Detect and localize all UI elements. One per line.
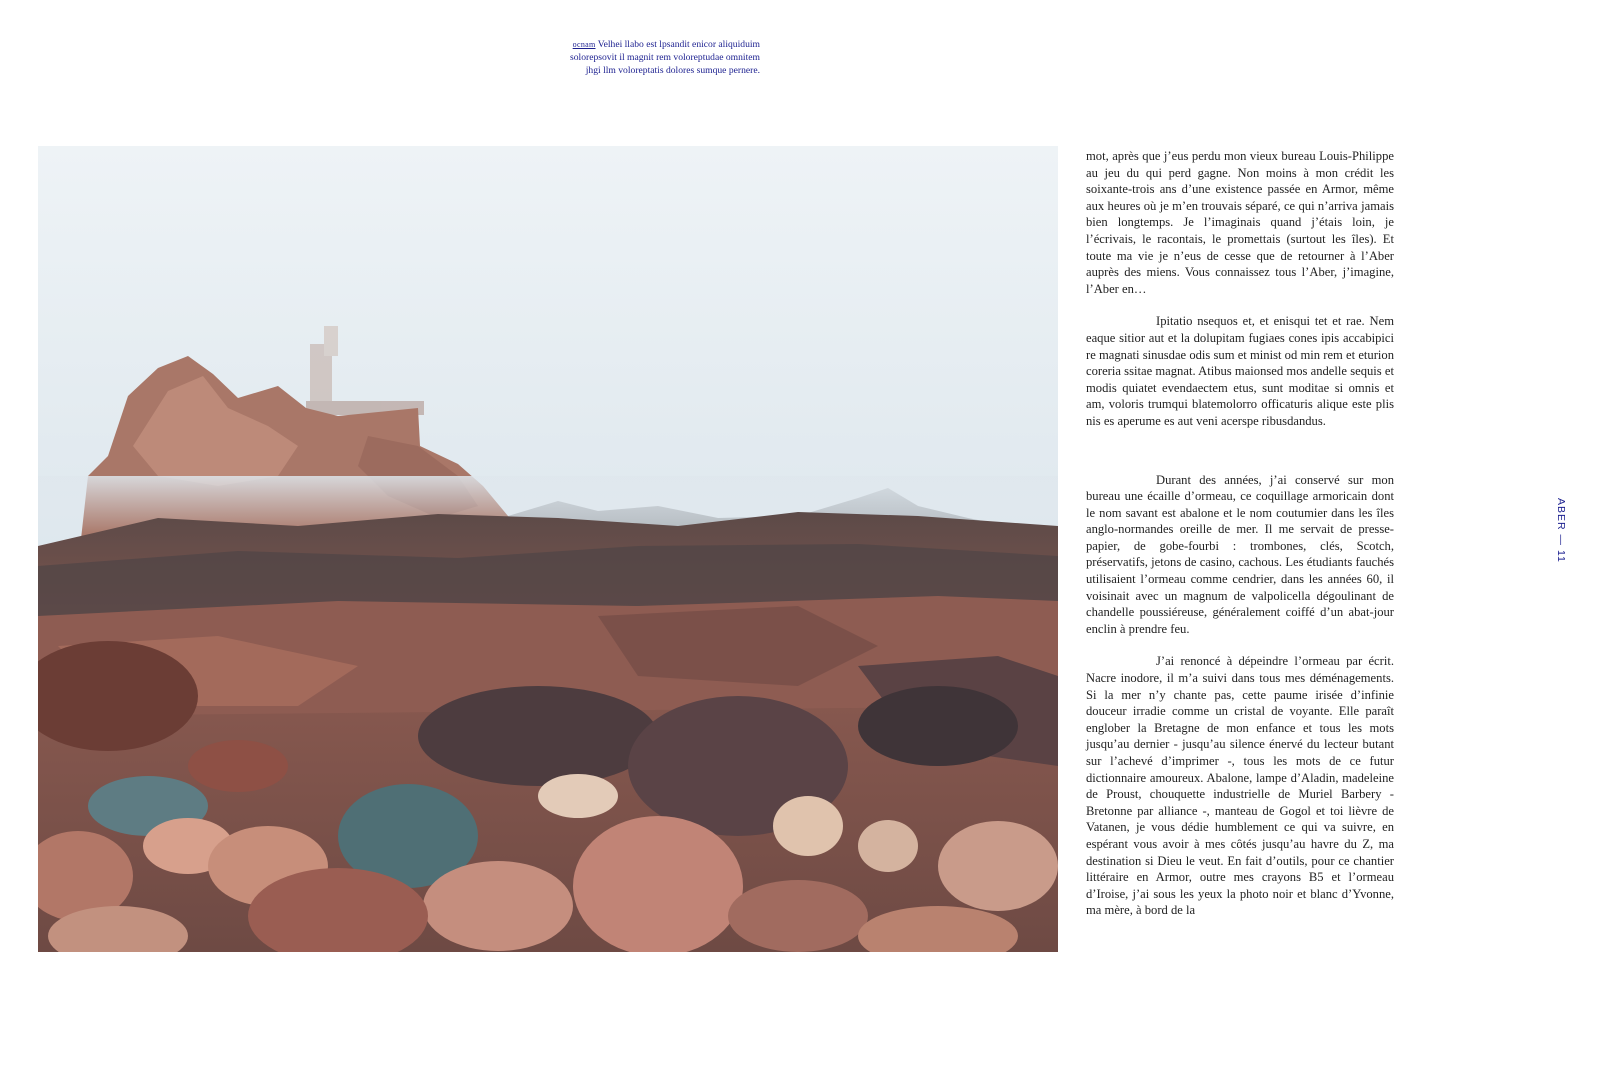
paragraph-3: Durant des années, j’ai conservé sur mon bureau une écaille d’ormeau, ce coquillage armoricain dont le nom savant est abalone et le nom coutumier dans les îles anglo-normandes oreille de mer. Il me servait de presse-papier, de gobe-fourbi : trombones, clés, Scotch, préservatifs, jetons de casino, cachous. Les étudiants fauchés utilisaient l’ormeau comme cendrier, dans les années 60, il voisinait avec un magnum de valpolicella dégoulinant de chandelle poussiéreuse, généralement coiffé d’un abat-jour enclin à prendre feu. xyxy=(1086,472,1394,636)
caption-tag: ocnam xyxy=(572,40,596,49)
photo-caption xyxy=(560,38,760,77)
page-number: 11 xyxy=(1555,549,1567,563)
section-name: ABER xyxy=(1555,498,1567,531)
paragraph-4: J’ai renoncé à dépeindre l’ormeau par écrit. Nacre inodore, il m’a suivi dans tous mes déménagements. Si la mer n’y chante pas, cette paume irisée d’infinie douceur irradie comme un cristal de voyante. Elle paraît englober la Bretagne de mon enfance et tous les mots jusqu’au dernier - jusqu’au silence énervé du lecteur butant sur l’achevé d’imprimer -, tous les mots de ce futur dictionnaire amoureux. Abalone, lampe d’Aladin, madeleine de Proust, chouquette industrielle de Muriel Barbery - Bretonne par alliance -, manteau de Gogol et toi lièvre de Vatanen, je vous dédie humblement ce qui va suivre, en espérant vous avoir à mes côtés jusqu’au havre du Z, ma destination si Dieu le veut. En fait d’outils, pour ce chantier littéraire en Armor, outre mes crayons B5 et l’ormeau d’Iroise, j’ai sous les yeux la photo noir et blanc d’Yvonne, ma mère, à bord de la xyxy=(1086,654,1394,918)
caption-text: Velhei llabo est lpsandit enicor aliquiduim solorepsovit il magnit rem voloreptudae omnitem jhgi llm voloreptatis dolores sumque pernere. xyxy=(570,39,760,76)
running-head xyxy=(1553,498,1567,563)
paragraph-2: Ipitatio nsequos et, et enisqui tet et rae. Nem eaque sitior aut et la dolupitam fugiaes cones ipis accabipici re magnati sinusdae odis sum et minist od min rem et eturion coreria ssitae magnat. Atibus maionsed mos andelle sequis et modis quiatet evendaectem etus, sunt moditae si omnis et am, voloris trumqui blatemolorro officaturis alique este plis nis es aperume es aut veni acerspe ribusdandus. xyxy=(1086,314,1394,428)
paragraph-1: mot, après que j’eus perdu mon vieux bureau Louis-Philippe au jeu du qui perd gagne. Non moins à mon crédit les soixante-trois ans d’une existence passée en Armor, même aux heures où je m’en trouvais séparé, ce qui n’arriva jamais bien longtemps. Je l’imaginais quand j’étais loin, je l’écrivais, le racontais, le promettais (surtout les îles). Et toute ma vie je n’eus de cesse que de retourner à l’Aber auprès des miens. Vous connaissez tous l’Aber, j’imagine, l’Aber en… xyxy=(1086,149,1394,296)
coastal-photo xyxy=(38,146,1058,952)
separator: — xyxy=(1555,534,1567,547)
rocky-shore-illustration xyxy=(38,146,1058,952)
body-text-column xyxy=(1086,148,1394,919)
